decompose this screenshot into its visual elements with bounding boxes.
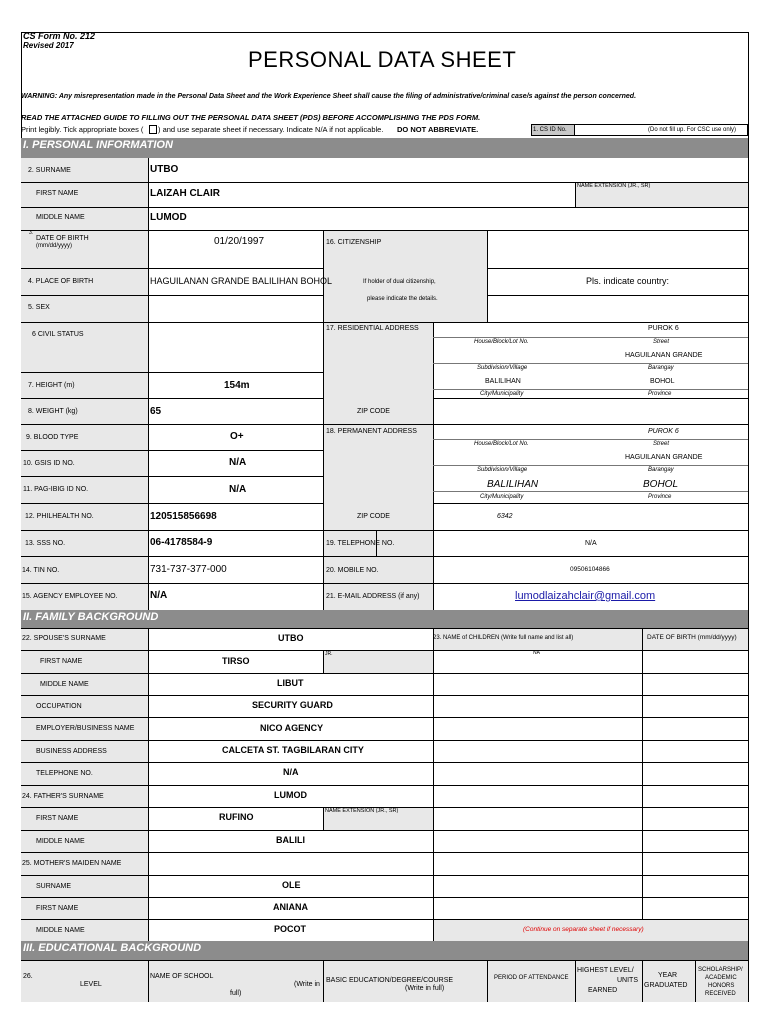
agency-employee-label: 15. AGENCY EMPLOYEE NO. [22, 593, 118, 600]
tin-label: 14. TIN NO. [22, 567, 60, 574]
education-number: 26. [23, 973, 33, 980]
surname-value: UTBO [150, 164, 179, 175]
dob-label: DATE OF BIRTH [36, 235, 89, 242]
warning-text: WARNING: Any misrepresentation made in the Personal Data Sheet and the Work Experience Sheet shall cause the filing of administrative/criminal case/s against the person concerned. [21, 93, 637, 100]
section-personal-information [21, 138, 748, 158]
perm-house-caption: House/Block/Lot No. [474, 441, 529, 447]
form-revision: Revised 2017 [23, 41, 74, 50]
course-write-in-label: (Write in full) [405, 985, 445, 992]
first-name-label: FIRST NAME [36, 190, 79, 197]
education-level-label: LEVEL [80, 981, 102, 988]
height-value: 154m [224, 380, 250, 391]
weight-label: 8. WEIGHT (kg) [28, 408, 78, 415]
surname-label: 2. SURNAME [28, 167, 71, 174]
tin-value: 731-737-377-000 [150, 564, 227, 575]
dual-citizenship-note-2: please indicate the details. [367, 296, 438, 302]
gsis-value: N/A [229, 457, 247, 468]
philhealth-label: 12. PHILHEALTH NO. [25, 513, 94, 520]
instruction-b: ) and use separate sheet if necessary. Indicate N/A if not applicable. [158, 125, 384, 134]
spouse-telephone-label: TELEPHONE NO. [36, 770, 93, 777]
instruction-c: DO NOT ABBREVIATE. [397, 125, 479, 134]
perm-province-value: BOHOL [643, 479, 679, 490]
res-city-caption: City/Municipality [480, 391, 524, 397]
dob-number: 3. [29, 230, 34, 236]
highest-level-label-1: HIGHEST LEVEL/ [577, 967, 634, 974]
perm-street-caption: Street [653, 441, 670, 447]
res-street-value: PUROK 6 [648, 325, 679, 332]
res-barangay-caption: Barangay [648, 365, 674, 371]
place-of-birth-label: 4. PLACE OF BIRTH [28, 278, 94, 285]
permanent-address-label: 18. PERMANENT ADDRESS [326, 428, 417, 435]
child-na-value: NA [533, 650, 540, 656]
mother-middle-label: MIDDLE NAME [36, 927, 85, 934]
continue-note: (Continue on separate sheet if necessary) [523, 926, 644, 933]
year-graduated-label-2: GRADUATED [644, 982, 688, 989]
middle-name-label: MIDDLE NAME [36, 214, 85, 221]
email-link[interactable]: lumodlaizahclair@gmail.com [515, 590, 656, 602]
child-dob-label: DATE OF BIRTH (mm/dd/yyyy) [647, 634, 737, 641]
course-label: BASIC EDUCATION/DEGREE/COURSE [326, 977, 454, 984]
perm-city-caption: City/Municipality [480, 494, 524, 500]
section-title: III. EDUCATIONAL BACKGROUND [23, 942, 202, 954]
agency-employee-value: N/A [150, 590, 168, 601]
mother-surname-label: SURNAME [36, 883, 72, 890]
mother-surname-value: OLE [282, 880, 301, 890]
father-surname-label: 24. FATHER'S SURNAME [22, 793, 104, 800]
perm-province-caption: Province [648, 494, 672, 500]
mobile-label: 20. MOBILE NO. [326, 567, 379, 574]
perm-street-value: PUROK 6 [648, 428, 679, 435]
mother-first-value: ANIANA [273, 902, 308, 912]
business-address-value: CALCETA ST. TAGBILARAN CITY [222, 745, 364, 755]
res-province-value: BOHOL [650, 378, 675, 385]
children-label: 23. NAME of CHILDREN (Write full name and list all) [433, 635, 574, 641]
dual-citizenship-note-1: If holder of dual citizenship, [363, 279, 436, 285]
mother-maiden-label: 25. MOTHER'S MAIDEN NAME [22, 860, 122, 867]
perm-barangay-caption: Barangay [648, 467, 674, 473]
page-title: PERSONAL DATA SHEET [248, 47, 517, 72]
weight-value: 65 [150, 406, 162, 417]
scholarship-label-4: RECEIVED [705, 991, 736, 997]
res-subdivision-caption: Subdivision/Village [477, 365, 528, 371]
occupation-value: SECURITY GUARD [252, 700, 333, 710]
father-middle-label: MIDDLE NAME [36, 838, 85, 845]
cs-id-label: 1. CS ID No. [533, 127, 567, 133]
jr-label-box [323, 650, 433, 673]
name-extension-label: NAME EXTENSION (JR., SR) [577, 183, 651, 189]
employer-value: NICO AGENCY [260, 723, 324, 733]
father-surname-value: LUMOD [274, 790, 307, 800]
spouse-surname-value: UTBO [278, 633, 304, 643]
height-label: 7. HEIGHT (m) [28, 382, 75, 389]
father-ext-label: NAME EXTENSION (JR., SR) [325, 808, 399, 814]
year-graduated-label-1: YEAR [658, 972, 678, 979]
scholarship-label-1: SCHOLARSHIP/ [698, 967, 743, 973]
citizenship-label: 16. CITIZENSHIP [326, 239, 382, 246]
attendance-period-label: PERIOD OF ATTENDANCE [494, 975, 569, 981]
pagibig-value: N/A [229, 484, 247, 495]
section-educational-background [21, 941, 748, 960]
spouse-surname-label: 22. SPOUSE'S SURNAME [22, 635, 106, 642]
tick-box-sample [149, 125, 157, 134]
occupation-label: OCCUPATION [36, 703, 82, 710]
perm-city-value: BALILIHAN [487, 479, 539, 490]
scholarship-label-3: HONORS [708, 983, 735, 989]
spouse-telephone-value: N/A [283, 767, 299, 777]
father-middle-value: BALILI [276, 835, 305, 845]
perm-zip-value: 6342 [497, 513, 513, 520]
residential-address-label: 17. RESIDENTIAL ADDRESS [326, 325, 419, 332]
civil-status-label: 6 CIVIL STATUS [32, 331, 84, 338]
middle-name-value: LUMOD [150, 212, 187, 223]
telephone-value: N/A [585, 540, 597, 547]
email-label: 21. E-MAIL ADDRESS (if any) [326, 593, 420, 600]
school-full-label: full) [230, 990, 242, 997]
instruction-a: Print legibly. Tick appropriate boxes ( [21, 125, 144, 134]
father-first-label: FIRST NAME [36, 815, 79, 822]
mobile-value: 09506104866 [570, 566, 610, 573]
school-write-in-label: (Write in [294, 981, 320, 988]
blood-type-value: O+ [230, 431, 244, 442]
section-title: I. PERSONAL INFORMATION [23, 139, 173, 151]
business-address-label: BUSINESS ADDRESS [36, 748, 107, 755]
gsis-label: 10. GSIS ID NO. [23, 460, 75, 467]
dob-format: (mm/dd/yyyy) [36, 243, 72, 249]
section-title: II. FAMILY BACKGROUND [23, 611, 159, 623]
spouse-middle-value: LIBUT [277, 678, 304, 688]
section-family-background [21, 610, 748, 628]
jr-label: JR. [325, 651, 333, 657]
res-province-caption: Province [648, 391, 672, 397]
first-name-value: LAIZAH CLAIR [150, 188, 220, 199]
perm-barangay-value: HAGUILANAN GRANDE [625, 454, 703, 461]
sss-label: 13. SSS NO. [25, 540, 66, 547]
blood-type-label: 9. BLOOD TYPE [26, 434, 79, 441]
form-number: CS Form No. 212 [23, 31, 96, 41]
guide-text: READ THE ATTACHED GUIDE TO FILLING OUT THE PERSONAL DATA SHEET (PDS) BEFORE ACCOMPLISHING THE PDS FORM. [21, 113, 481, 122]
res-street-caption: Street [653, 339, 670, 345]
perm-subdivision-caption: Subdivision/Village [477, 467, 528, 473]
scholarship-label-2: ACADEMIC [705, 975, 737, 981]
perm-zip-label: ZIP CODE [357, 513, 390, 520]
school-name-label: NAME OF SCHOOL [150, 973, 214, 980]
mother-middle-value: POCOT [274, 924, 307, 934]
res-barangay-value: HAGUILANAN GRANDE [625, 352, 703, 359]
employer-label: EMPLOYER/BUSINESS NAME [36, 725, 135, 732]
sss-value: 06-4178584-9 [150, 537, 213, 548]
telephone-label: 19. TELEPHONE NO. [326, 540, 395, 547]
philhealth-value: 120515856698 [150, 511, 217, 522]
sex-label: 5. SEX [28, 304, 50, 311]
spouse-first-label: FIRST NAME [40, 658, 83, 665]
father-first-value: RUFINO [219, 812, 254, 822]
indicate-country-label: Pls. indicate country: [586, 276, 670, 286]
spouse-middle-label: MIDDLE NAME [40, 681, 89, 688]
highest-level-label-2: UNITS [617, 977, 638, 984]
res-zip-label: ZIP CODE [357, 408, 390, 415]
mother-first-label: FIRST NAME [36, 905, 79, 912]
dob-value: 01/20/1997 [214, 236, 265, 247]
res-house-caption: House/Block/Lot No. [474, 339, 529, 345]
pagibig-label: 11. PAG-IBIG ID NO. [23, 486, 89, 493]
highest-level-label-3: EARNED [588, 987, 618, 994]
res-city-value: BALILIHAN [485, 378, 521, 385]
spouse-first-value: TIRSO [222, 656, 250, 666]
cs-id-note: (Do not fill up. For CSC use only) [648, 127, 737, 133]
place-of-birth-value: HAGUILANAN GRANDE BALILIHAN BOHOL [150, 276, 333, 286]
